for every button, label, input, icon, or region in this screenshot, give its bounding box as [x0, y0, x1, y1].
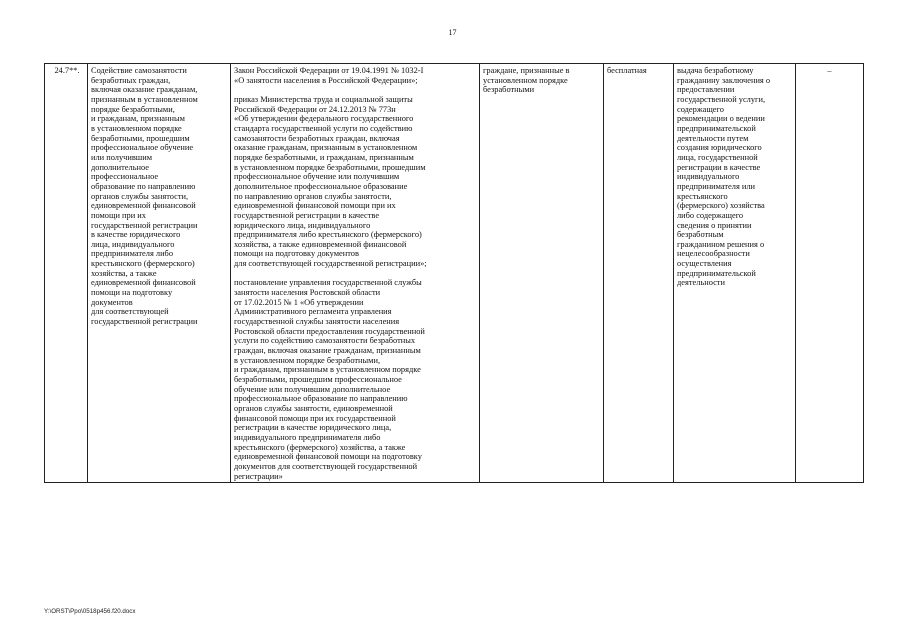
fee: бесплатная — [607, 66, 647, 75]
services-table — [44, 63, 864, 483]
service-name: Содействие самозанятости безработных граждан, включая оказание гражданам, признанным в установленном порядке безработными, и гражданам, признанным в установленном порядке безработными, прошедшим профессиональное обучение или получившим дополнительное профессиональное образование по направлению органов службы занятости, единовременной финансовой помощи при их государственной регистрации в качестве юридического лица, индивидуального предпринимателя либо крестьянского (фермерского) хозяйства, а также единовременной финансовой помощи на подготовку документов для соответствующей государственной регистрации — [91, 66, 198, 327]
extra-dash: – — [827, 66, 832, 75]
recipients: граждане, признанные в установленном порядке безработными — [483, 66, 570, 95]
legal-basis: Закон Российской Федерации от 19.04.1991 № 1032-I «О занятости населения в Российской Федерации»; приказ Министерства труда и социальной защиты Российской Федерации от 24.12.2013 № 773н «Об утверждении федерального государственного стандарта государственной услуги по содействию самозанятости безработных граждан, включая оказание гражданам, признанным в установленном порядке безработными, и гражданам, признанным в установленном порядке безработными, прошедшим профессиональное обучение или получившим дополнительное профессиональное образование по направлению органов службы занятости, единовременной финансовой помощи при их государственной регистрации в качестве юридического лица, индивидуального предпринимателя либо крестьянского (фермерского) хозяйства, а также единовременной финансовой помощи на подготовку документов для соответствующей государственной регистрации»; постановление управления государственной службы занятости населения Ростовской области от 17.02.2015 № 1 «Об утверждении Административного регламента управления государственной службы занятости населения Ростовской области предоставления государственной услуги по содействию самозанятости безработных граждан, включая оказание гражданам, признанным в установленном порядке безработными, и гражданам, признанным в установленном порядке безработными, прошедшим профессиональное обучение или получившим дополнительное профессиональное образование по направлению органов службы занятости, единовременной финансовой помощи при их государственной регистрации в качестве юридического лица, индивидуального предпринимателя либо крестьянского (фермерского) хозяйства, а также единовременной финансовой помощи на подготовку документов для соответствующей государственной регистрации» — [234, 66, 427, 481]
fee-cell — [604, 64, 674, 483]
service-name-cell — [88, 64, 231, 483]
table-row — [45, 64, 864, 483]
row-number-cell — [45, 64, 88, 483]
result-cell — [674, 64, 796, 483]
service-result: выдача безработному гражданину заключения о предоставлении государственной услуги, содержащего рекомендации о ведении предпринимательской деятельности путем создания юридического лица, государственной регистрации в качестве индивидуального предпринимателя или крестьянского (фермерского) хозяйства либо содержащего сведения о принятии безработным гражданином решения о нецелесообразности осуществления предпринимательской деятельности — [677, 66, 771, 288]
row-number: 24.7**. — [54, 66, 80, 75]
recipients-cell — [480, 64, 604, 483]
legal-basis-cell — [231, 64, 480, 483]
file-path-footer: Y:\ORST\Ppo\0518p456.f20.docx — [44, 608, 136, 615]
extra-cell — [796, 64, 864, 483]
page-number: 17 — [448, 28, 457, 37]
